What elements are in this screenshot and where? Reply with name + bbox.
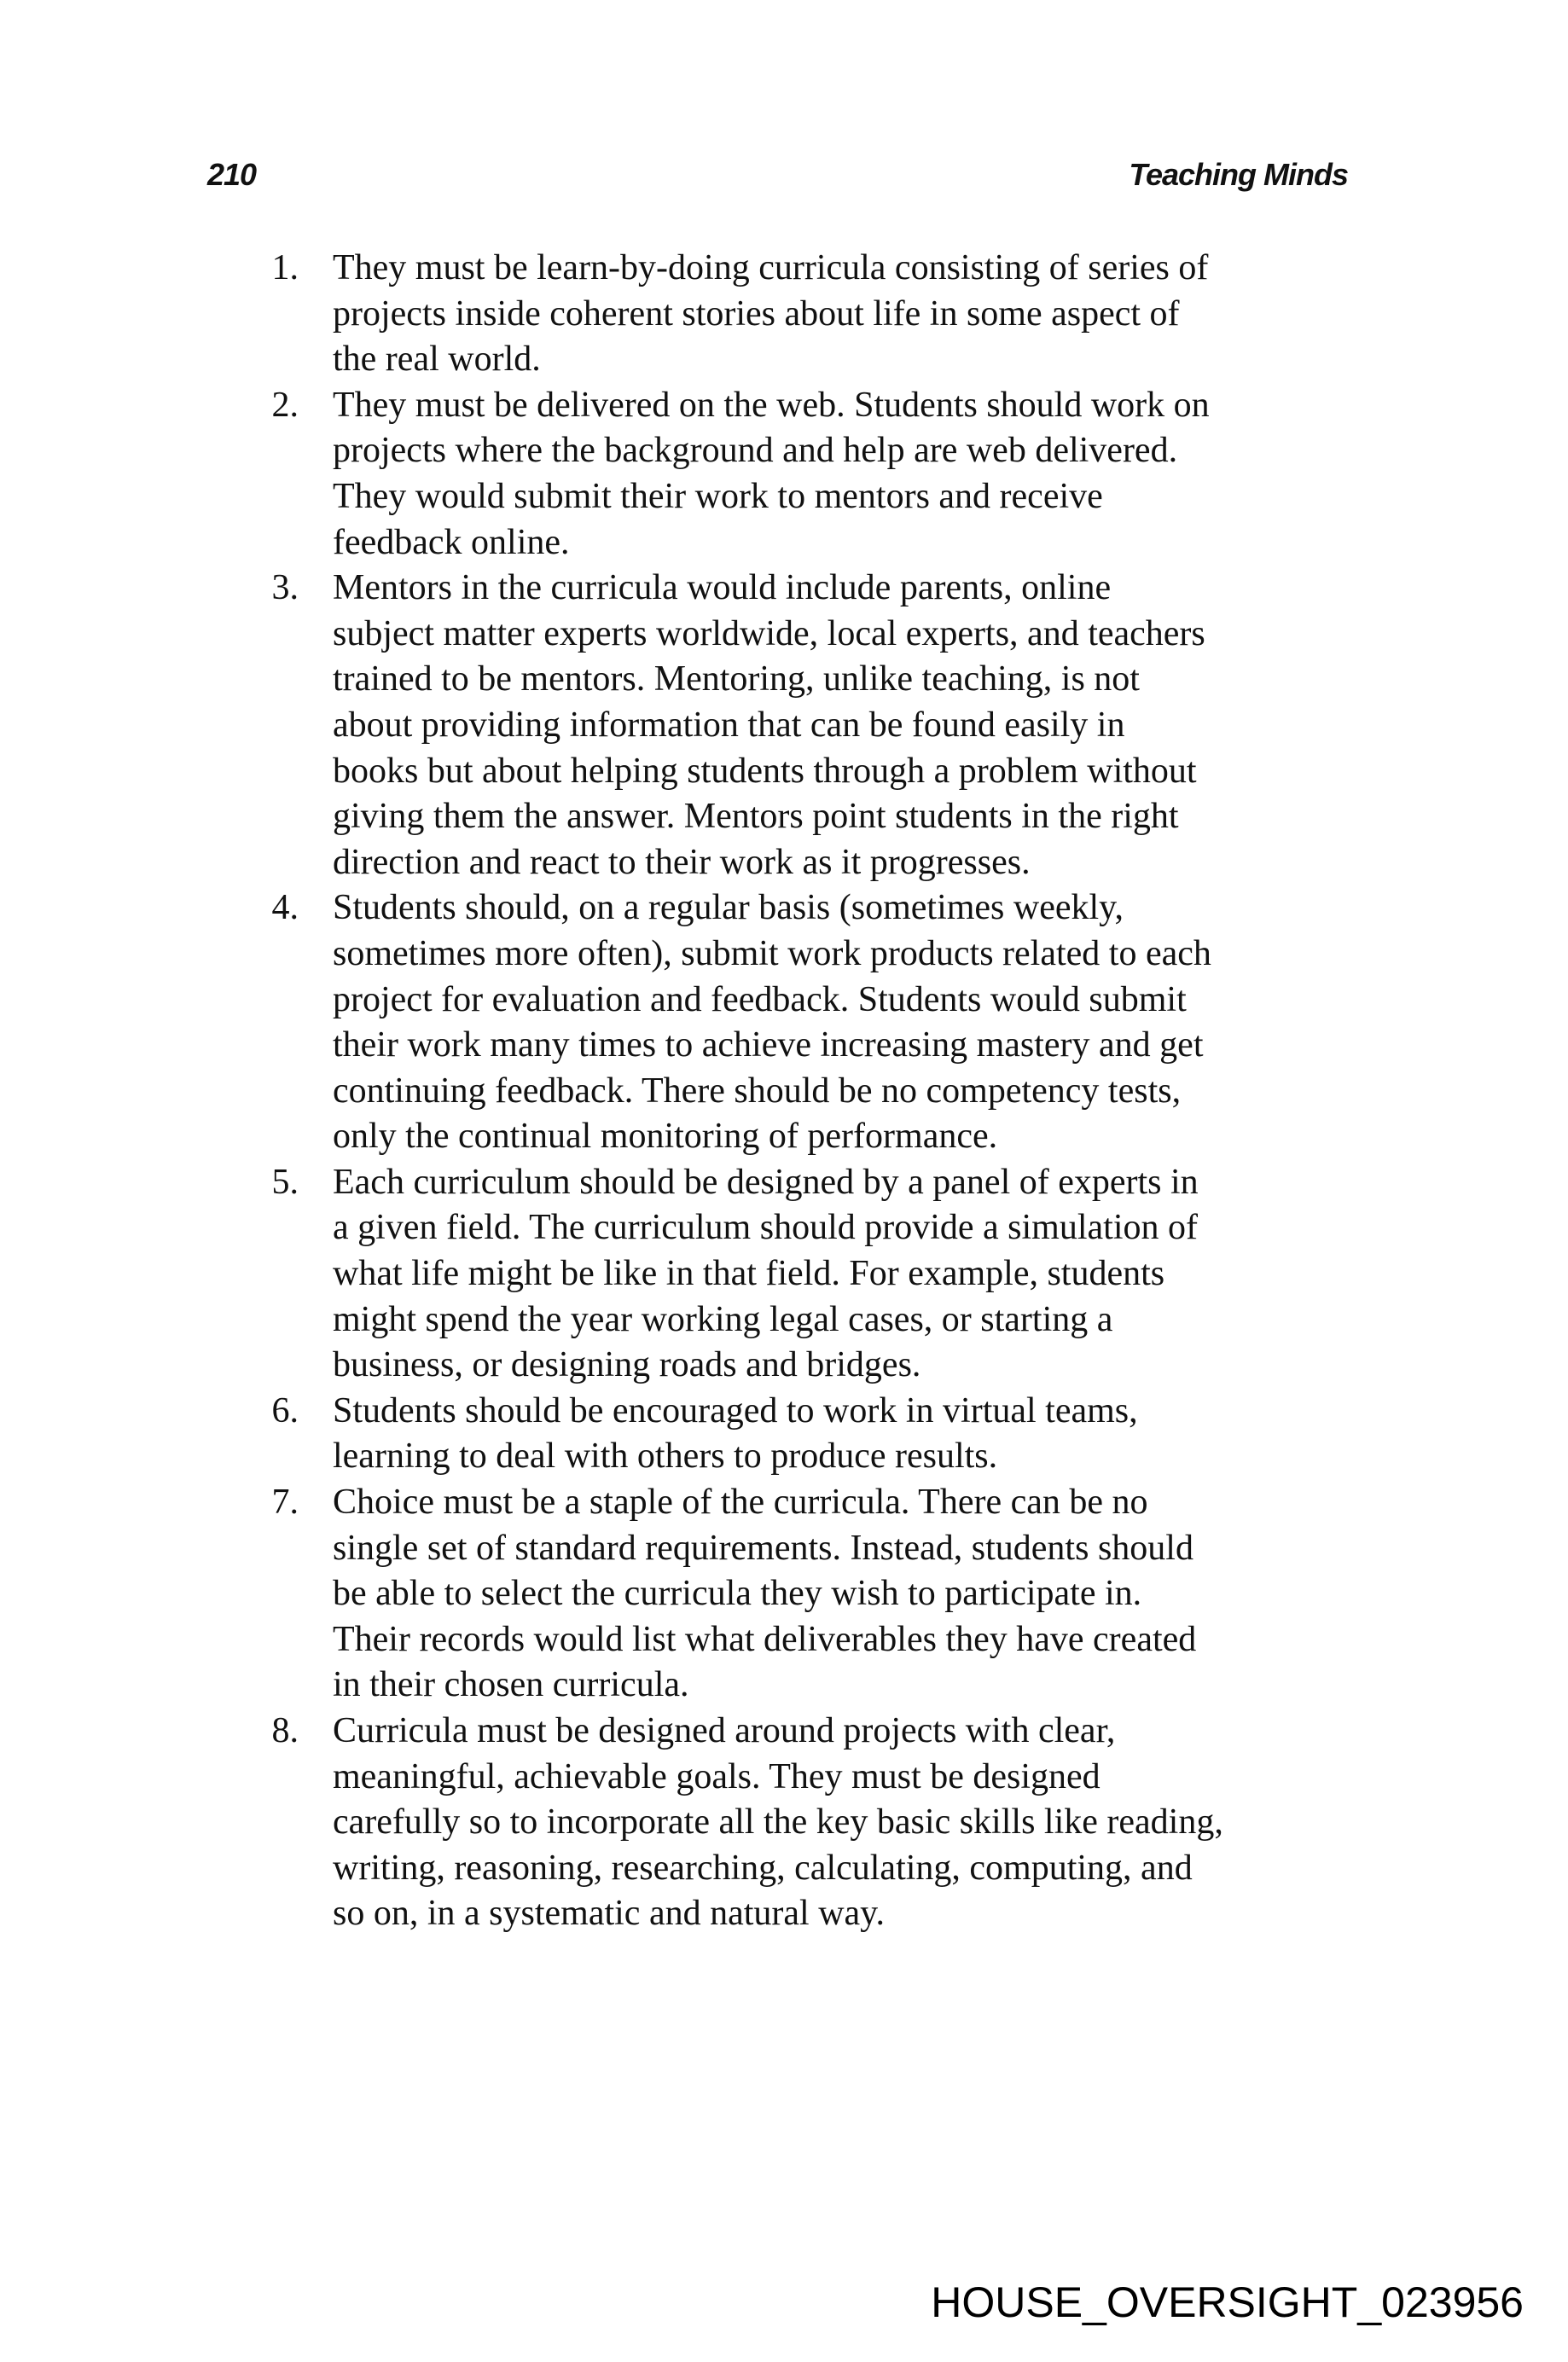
- list-item-number: 4.: [271, 888, 299, 928]
- list-item-text-line: learning to deal with others to produce results.: [333, 1436, 998, 1477]
- list-item: [0, 1160, 1568, 1389]
- list-item: [0, 383, 1568, 566]
- list-item-text-line: a given field. The curriculum should provide a simulation of: [333, 1208, 1198, 1248]
- list-item: [0, 885, 1568, 1160]
- list-item-text-line: subject matter experts worldwide, local experts, and teachers: [333, 613, 1205, 653]
- list-item-text-line: be able to select the curricula they wish to participate in.: [333, 1574, 1142, 1614]
- list-item-number: 7.: [271, 1483, 299, 1523]
- list-item-text-line: Curricula must be designed around projects with clear,: [333, 1711, 1116, 1750]
- list-item-number: 6.: [271, 1390, 299, 1431]
- list-item-text-line: Each curriculum should be designed by a panel of experts in: [333, 1162, 1199, 1202]
- list-item-number: 8.: [271, 1711, 299, 1750]
- numbered-list: [0, 246, 1568, 1937]
- list-item-text-line: continuing feedback. There should be no competency tests,: [333, 1071, 1182, 1111]
- list-item-text-line: Choice must be a staple of the curricula. There can be no: [333, 1483, 1148, 1523]
- list-item-text-line: projects where the background and help are web delivered.: [333, 431, 1178, 471]
- list-item: [0, 1389, 1568, 1480]
- bates-number: HOUSE_OVERSIGHT_023956: [931, 2278, 1524, 2326]
- list-item-text-line: projects inside coherent stories about life in some aspect of: [333, 293, 1180, 334]
- list-item-text-line: Students should be encouraged to work in virtual teams,: [333, 1390, 1138, 1431]
- list-item-text-line: business, or designing roads and bridges.: [333, 1345, 921, 1385]
- list-item-number: 5.: [271, 1162, 299, 1202]
- list-item-text-line: sometimes more often), submit work products related to each: [333, 933, 1211, 973]
- list-item-text-line: meaningful, achievable goals. They must be designed: [333, 1756, 1101, 1796]
- list-item-text-line: only the continual monitoring of performance.: [333, 1117, 998, 1157]
- list-item-text-line: Their records would list what deliverables they have created: [333, 1619, 1197, 1659]
- list-item-text-line: single set of standard requirements. Instead, students should: [333, 1528, 1193, 1568]
- list-item-text-line: might spend the year working legal cases, or starting a: [333, 1299, 1113, 1339]
- list-item-text-line: feedback online.: [333, 522, 570, 562]
- list-item: [0, 246, 1568, 383]
- list-item-text-line: books but about helping students through a problem without: [333, 751, 1197, 791]
- list-item-text-line: the real world.: [333, 340, 541, 380]
- list-item-number: 2.: [271, 385, 299, 425]
- list-item-text-line: what life might be like in that field. For example, students: [333, 1254, 1165, 1294]
- running-title: Teaching Minds: [1129, 157, 1348, 192]
- list-item-text-line: so on, in a systematic and natural way.: [333, 1894, 885, 1934]
- list-item-text-line: their work many times to achieve increasing mastery and get: [333, 1025, 1204, 1065]
- list-item-text-line: about providing information that can be found easily in: [333, 705, 1125, 745]
- list-item-text-line: They must be delivered on the web. Students should work on: [333, 385, 1210, 425]
- page-number: 210: [207, 157, 257, 192]
- list-item-text-line: giving them the answer. Mentors point students in the right: [333, 797, 1179, 837]
- list-item: [0, 566, 1568, 885]
- list-item: [0, 1480, 1568, 1709]
- list-item-text-line: carefully so to incorporate all the key basic skills like reading,: [333, 1802, 1223, 1843]
- list-item-number: 3.: [271, 568, 299, 608]
- list-item-text-line: Mentors in the curricula would include parents, online: [333, 568, 1112, 608]
- list-item-text-line: Students should, on a regular basis (sometimes weekly,: [333, 888, 1124, 928]
- list-item-text-line: trained to be mentors. Mentoring, unlike teaching, is not: [333, 659, 1140, 699]
- list-item: [0, 1709, 1568, 1937]
- list-item-text-line: project for evaluation and feedback. Students would submit: [333, 979, 1187, 1019]
- list-item-text-line: direction and react to their work as it progresses.: [333, 842, 1031, 882]
- list-item-text-line: writing, reasoning, researching, calculating, computing, and: [333, 1848, 1193, 1888]
- list-item-text-line: They would submit their work to mentors and receive: [333, 476, 1103, 516]
- list-item-text-line: They must be learn-by-doing curricula consisting of series of: [333, 248, 1209, 287]
- list-item-number: 1.: [271, 248, 299, 287]
- list-item-text-line: in their chosen curricula.: [333, 1665, 689, 1705]
